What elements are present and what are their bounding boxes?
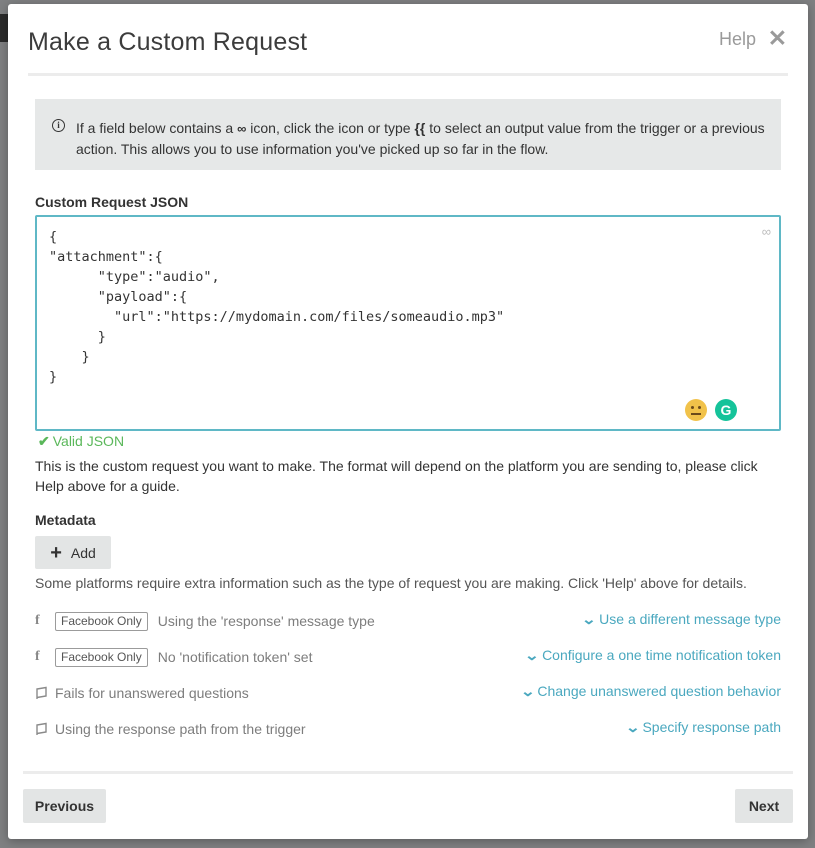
facebook-icon: f bbox=[35, 649, 40, 664]
requirement-row bbox=[35, 647, 781, 671]
next-button[interactable]: Next bbox=[735, 789, 793, 823]
chevron-down-icon: ⌄ bbox=[519, 683, 536, 699]
requirement-text: No 'notification token' set bbox=[157, 649, 313, 665]
requirement-row bbox=[35, 683, 781, 707]
requirement-row bbox=[35, 611, 781, 635]
insert-variable-icon: ∞ bbox=[237, 121, 247, 136]
configure-notification-token-link[interactable]: ⌄ Configure a one time notification token bbox=[524, 647, 781, 663]
requirement-text: Using the response path from the trigger bbox=[55, 721, 306, 737]
custom-request-modal bbox=[8, 4, 808, 839]
insert-variable-icon[interactable]: ∞ bbox=[761, 224, 771, 239]
plus-icon: + bbox=[50, 541, 62, 564]
json-field-description: This is the custom request you want to make. The format will depend on the platform you are sending to, please click Help above for a guide. bbox=[35, 458, 758, 494]
facebook-only-badge: Facebook Only bbox=[55, 648, 148, 667]
header-divider bbox=[28, 73, 788, 76]
flag-icon bbox=[35, 722, 49, 736]
change-unanswered-behavior-link[interactable]: ⌄ Change unanswered question behavior bbox=[519, 683, 781, 699]
footer-divider bbox=[23, 771, 793, 774]
metadata-description: Some platforms require extra information such as the type of request you are making. Click 'Help' above for details. bbox=[35, 575, 747, 591]
flag-icon bbox=[35, 686, 49, 700]
specify-response-path-link[interactable]: ⌄ Specify response path bbox=[624, 719, 781, 735]
braces-token: {{ bbox=[414, 120, 426, 136]
json-editor-content[interactable]: { "attachment":{ "type":"audio", "payload":{ "url":"https://mydomain.com/files/someaudio.mp3" } } } bbox=[49, 229, 505, 385]
modal-title: Make a Custom Request bbox=[28, 28, 308, 56]
add-metadata-button[interactable]: + Add bbox=[35, 536, 111, 569]
requirement-text: Fails for unanswered questions bbox=[55, 685, 249, 701]
custom-request-json-field[interactable] bbox=[35, 215, 781, 431]
use-different-message-type-link[interactable]: ⌄ Use a different message type bbox=[581, 611, 781, 627]
check-icon: ✔ bbox=[38, 433, 50, 449]
json-validation-status: ✔ Valid JSON bbox=[38, 433, 125, 449]
requirement-row bbox=[35, 719, 781, 743]
info-text: If a field below contains a ∞ icon, click the icon or type {{ to select an output value from the trigger or a previous action. This allows you to use information you've picked up so far in the flow. bbox=[76, 120, 765, 157]
grammarly-icon[interactable]: G bbox=[715, 399, 737, 421]
emoji-icon[interactable] bbox=[685, 399, 707, 421]
facebook-only-badge: Facebook Only bbox=[55, 612, 148, 631]
requirement-text: Using the 'response' message type bbox=[157, 613, 375, 629]
facebook-icon: f bbox=[35, 613, 40, 628]
background-page-fragment bbox=[0, 14, 8, 42]
help-link[interactable]: Help bbox=[718, 29, 756, 49]
previous-button[interactable]: Previous bbox=[23, 789, 106, 823]
info-banner bbox=[35, 99, 781, 170]
close-icon[interactable]: ✕ bbox=[767, 25, 787, 51]
custom-request-json-label: Custom Request JSON bbox=[35, 194, 189, 210]
chevron-down-icon: ⌄ bbox=[624, 719, 641, 735]
chevron-down-icon: ⌄ bbox=[581, 611, 597, 627]
info-icon: i bbox=[52, 119, 65, 132]
chevron-down-icon: ⌄ bbox=[524, 647, 540, 663]
metadata-label: Metadata bbox=[35, 512, 96, 528]
